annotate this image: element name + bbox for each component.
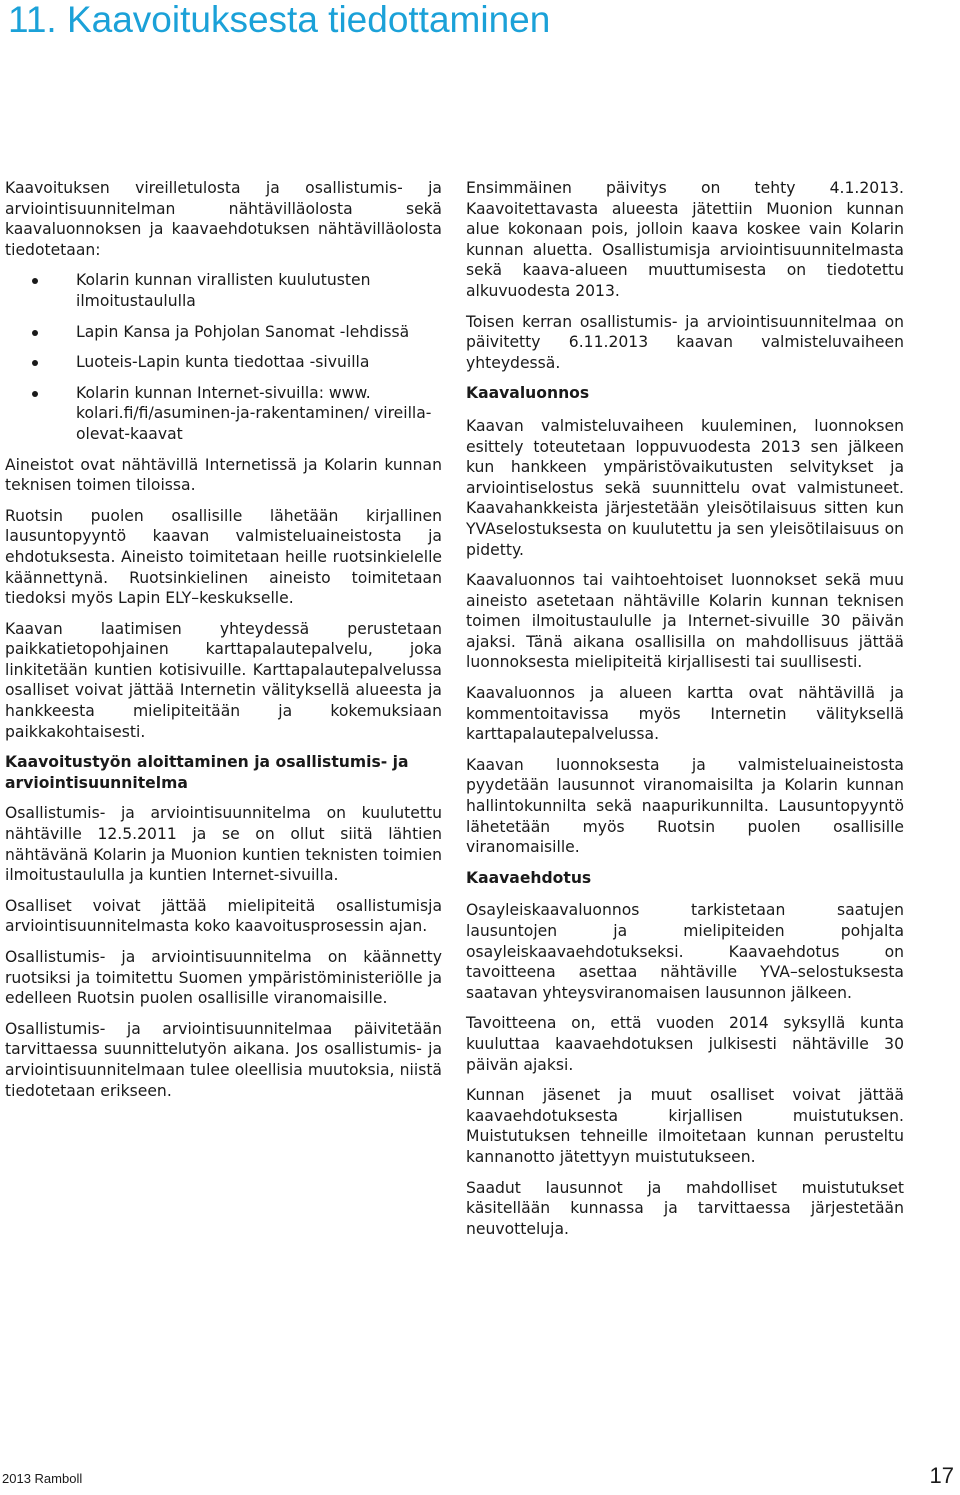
section-heading: Kaavaluonnos <box>466 384 590 403</box>
paragraph: Osallistumis- ja arviointisuunnitelmaa päivitetään tarvittaessa suunnittelutyön aikana. Jos osallistumis- ja arviointisuunnitelmaan tulee oleellisia muutoksia, niistä tiedotetaan erikseen. <box>5 1019 442 1100</box>
section-heading: Kaavaehdotus <box>466 868 592 887</box>
bullet-icon <box>32 391 38 397</box>
paragraph: Kaavaluonnos tai vaihtoehtoiset luonnokset sekä muu aineisto asetetaan nähtäville Kolarin kunnan teknisen toimen ilmoitustaululle ja Internet-sivuille 30 päivän ajaksi. Tänä aikana osallisilla on mahdollisuus jättää luonnoksesta mielipiteitä kirjallisesti tai suullisesti. <box>466 571 904 672</box>
paragraph: Ensimmäinen päivitys on tehty 4.1.2013. Kaavoitettavasta alueesta jätettiin Muonion kunnan alue kokonaan pois, jolloin kaava koskee vain Kolarin kunnan aluetta. Osallistumisja arviointisuunnitelmasta sekä kaava-alueen muuttumisesta on tiedotettu alkuvuodesta 2013. <box>466 179 904 300</box>
paragraph: Kaavaluonnos ja alueen kartta ovat nähtävillä ja kommentoitavissa myös Internetin välityksellä karttapalautepalvelussa. <box>466 684 904 744</box>
list-item-text: Luoteis-Lapin kunta tiedottaa -sivuilla <box>76 353 370 372</box>
list-item <box>5 383 442 445</box>
list-item <box>5 352 442 373</box>
intro-paragraph: Kaavoituksen vireilletulosta ja osallistumis- ja arviointisuunnitelman nähtävilläolosta sekä kaavaluonnoksen ja kaavaehdotuksen nähtävilläolosta tiedotetaan: <box>5 179 442 259</box>
paragraph: Tavoitteena on, että vuoden 2014 syksyllä kunta kuuluttaa kaavaehdotuksen julkisesti nähtäville 30 päivän ajaksi. <box>466 1014 904 1074</box>
bullet-icon <box>32 360 38 366</box>
paragraph: Osallistumis- ja arviointisuunnitelma on käännetty ruotsiksi ja toimitettu Suomen ympäristöministeriölle ja edelleen Ruotsin puolen osallisille viranomaisille. <box>5 948 442 1008</box>
publication-channels-list <box>5 270 442 444</box>
list-item <box>5 322 442 343</box>
page-title: 11. Kaavoituksesta tiedottaminen <box>8 0 551 40</box>
paragraph: Aineistot ovat nähtävillä Internetissä ja Kolarin kunnan teknisen toimen tiloissa. <box>5 455 442 495</box>
paragraph: Toisen kerran osallistumis- ja arviointisuunnitelmaa on päivitetty 6.11.2013 kaavan valmisteluvaiheen yhteydessä. <box>466 312 904 372</box>
paragraph: Ruotsin puolen osallisille lähetään kirjallinen lausuntopyyntö kaavan valmisteluaineistosta ja ehdotuksesta. Aineisto toimitetaan heille ruotsinkielelle käännettynä. Ruotsinkielinen aineisto toimitetaan tiedoksi myös Lapin ELY–keskukselle. <box>5 506 442 608</box>
footer-copyright: 2013 Ramboll <box>2 1471 83 1486</box>
list-item <box>5 270 442 311</box>
left-column <box>5 178 442 1111</box>
paragraph: Saadut lausunnot ja mahdolliset muistutukset käsitellään kunnassa ja tarvittaessa järjestetään neuvotteluja. <box>466 1178 904 1238</box>
paragraph: Kunnan jäsenet ja muut osalliset voivat jättää kaavaehdotuksesta kirjallisen muistutuksen. Muistutuksen tehneille ilmoitetaan kunnan perusteltu kannanotto jätettyyn muistutukseen. <box>466 1086 904 1166</box>
paragraph: Osayleiskaavaluonnos tarkistetaan saatujen lausuntojen ja mielipiteiden pohjalta osayleiskaavaehdotukseksi. Kaavaehdotus on tavoitteena asettaa nähtäville YVA–selostuksesta saatavan yhteysviranomaisen lausunnon jälkeen. <box>466 901 904 1002</box>
list-item-text: Lapin Kansa ja Pohjolan Sanomat -lehdissä <box>76 322 410 341</box>
page-number: 17 <box>929 1463 954 1488</box>
list-item-text: Kolarin kunnan Internet-sivuilla: www. kolari.fi/fi/asuminen-ja-rakentaminen/ vireilla-olevat-kaavat <box>76 383 432 443</box>
paragraph: Osalliset voivat jättää mielipiteitä osallistumisja arviointisuunnitelmasta koko kaavoitusprosessin ajan. <box>5 896 442 936</box>
right-column <box>466 178 904 1249</box>
list-item-text: Kolarin kunnan virallisten kuulutusten ilmoitustaululla <box>76 271 371 310</box>
paragraph: Kaavan laatimisen yhteydessä perustetaan paikkatietopohjainen karttapalautepalvelu, joka linkitetään kuntien kotisivuille. Karttapalautepalvelussa osalliset voivat jättää Internetin välityksellä alueesta ja hankkeesta mielipiteitään ja kokemuksiaan paikkakohtaisesti. <box>5 619 442 741</box>
paragraph: Osallistumis- ja arviointisuunnitelma on kuulutettu nähtäville 12.5.2011 ja se on ollut siitä lähtien nähtävänä Kolarin ja Muonion kuntien teknisten toimien ilmoitustaululla ja kuntien Internet-sivuilla. <box>5 804 442 885</box>
paragraph: Kaavan luonnoksesta ja valmisteluaineistosta pyydetään lausunnot viranomaisilta ja Kolarin kunnan hallintokunnilta sekä naapurikunnilta. Lausuntopyyntö lähetetään myös Ruotsin puolen osallisille viranomaisille. <box>466 755 904 857</box>
bullet-icon <box>32 278 38 284</box>
paragraph: Kaavan valmisteluvaiheen kuuleminen, luonnoksen esittely toteutetaan loppuvuodesta 2013 sen jälkeen kun hankkeen ympäristövaikutusten selvitykset ja arviointiselostus sekä suunnittelu ovat valmistuneet. Kaavahankkeista järjestetään yleisötilaisuus sitten kun YVAselostuksesta on kuulutettu ja sen yleisötilaisuus on pidetty. <box>466 416 904 559</box>
bullet-icon <box>32 330 38 336</box>
section-heading: Kaavoitustyön aloittaminen ja osallistumis- ja arviointisuunnitelma <box>5 753 409 792</box>
